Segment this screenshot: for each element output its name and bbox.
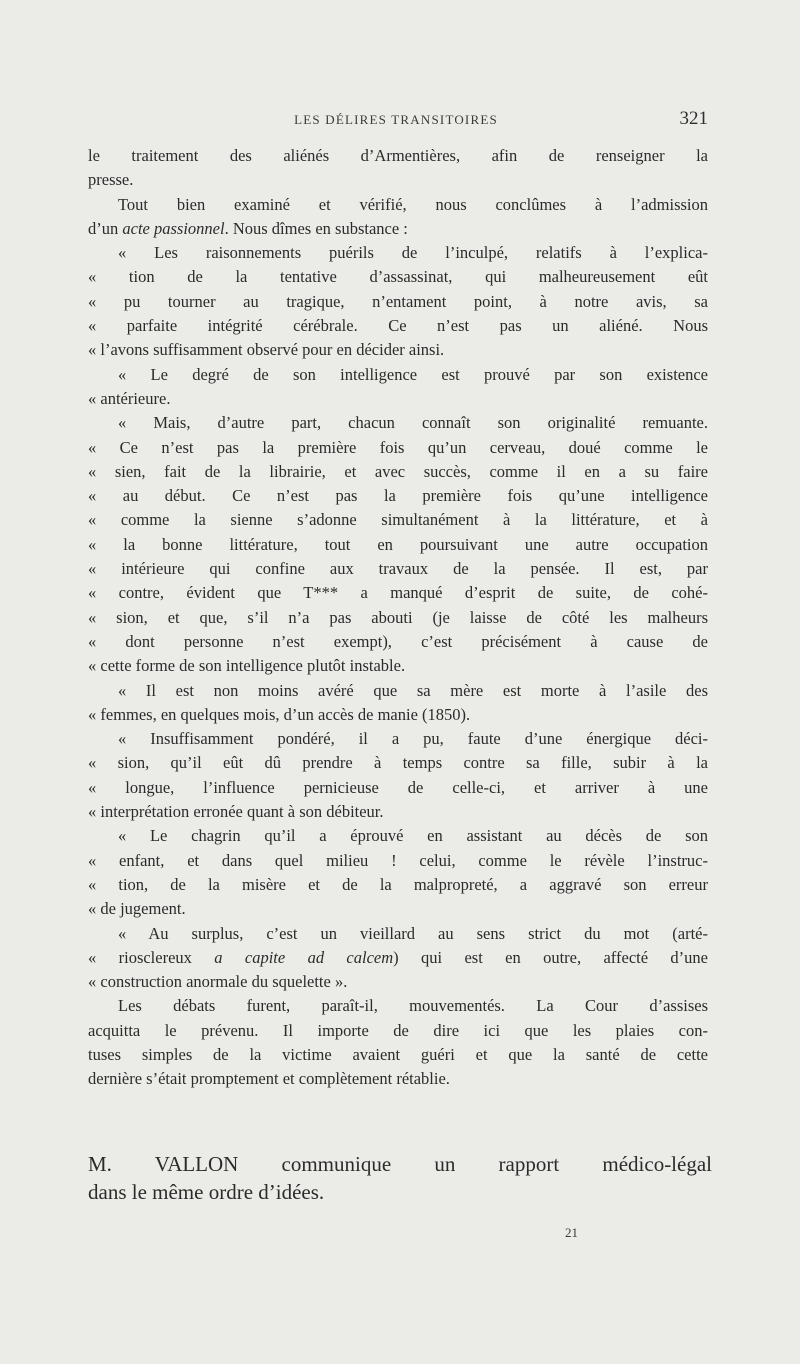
text-line: « Il est non moins avéré que sa mère est morte à l’asile des: [118, 680, 708, 700]
text-line: « Au surplus, c’est un vieillard au sens strict du mot (arté-: [118, 923, 708, 943]
text-run: « riosclereux: [88, 947, 215, 967]
text-line: « pu tourner au tragique, n’entament point, à notre avis, sa: [88, 291, 708, 311]
text-line: « sion, et que, s’il n’a pas abouti (je laisse de côté les malheurs: [88, 607, 708, 627]
text-line: « Le degré de son intelligence est prouvé par son existence: [118, 364, 708, 384]
text-line: « sion, qu’il eût dû prendre à temps contre sa fille, subir à la: [88, 753, 708, 773]
text-line: [88, 946, 708, 970]
text-line: « dont personne n’est exempt), c’est précisément à cause de: [88, 631, 708, 651]
text-line: acquitta le prévenu. Il importe de dire ici que les plaies con-: [88, 1020, 708, 1040]
text-line: « tion, de la misère et de la malpropreté, a aggravé son erreur: [88, 874, 708, 894]
text-line: « contre, évident que T*** a manqué d’esprit de suite, de cohé-: [88, 583, 708, 603]
running-header: [88, 108, 708, 132]
text-line: « Les raisonnements puérils de l’inculpé, relatifs à l’explica-: [118, 243, 708, 263]
page-number: 321: [679, 108, 708, 129]
text-line: « cette forme de son intelligence plutôt instable.: [88, 656, 406, 676]
signature-mark: 21: [565, 1225, 578, 1240]
text-line: tuses simples de la victime avaient guéri et que la santé de cette: [88, 1044, 708, 1064]
text-line: le traitement des aliénés d’Armentières, afin de renseigner la: [88, 146, 708, 165]
text-line: « Mais, d’autre part, chacun connaît son originalité remuante.: [118, 413, 708, 433]
text-line: « au début. Ce n’est pas la première fois qu’une intelligence: [88, 486, 708, 506]
text-line: « Ce n’est pas la première fois qu’un cerveau, doué comme le: [88, 437, 708, 457]
text-line: dernière s’était promptement et complètement rétablie.: [88, 1069, 450, 1089]
text-line: « comme la sienne s’adonne simultanément à la littérature, et à: [88, 510, 708, 530]
text-line: « Le chagrin qu’il a éprouvé en assistant au décès de son: [118, 826, 708, 846]
text-line: « enfant, et dans quel milieu ! celui, comme le révèle l’instruc-: [88, 850, 708, 870]
italic-phrase: acte passionnel: [122, 218, 225, 238]
text-run: . Nous dîmes en substance :: [224, 218, 408, 238]
text-line: « longue, l’influence pernicieuse de celle-ci, et arriver à une: [88, 777, 708, 797]
text-line: « intérieure qui confine aux travaux de la pensée. Il est, par: [88, 559, 708, 579]
text-line: « antérieure.: [88, 388, 171, 408]
text-line: « l’avons suffisamment observé pour en décider ainsi.: [88, 340, 445, 360]
text-line: Tout bien examiné et vérifié, nous conclûmes à l’admission: [118, 194, 708, 214]
text-line: « sien, fait de la librairie, et avec succès, comme il en a su faire: [88, 461, 708, 481]
closing-paragraph: [88, 1150, 712, 1206]
text-line: [88, 217, 708, 241]
text-line: « interprétation erronée quant à son débiteur.: [88, 802, 384, 822]
text-line: « tion de la tentative d’assassinat, qui malheureusement eût: [88, 267, 708, 287]
text-line: « parfaite intégrité cérébrale. Ce n’est pas un aliéné. Nous: [88, 316, 708, 336]
text-line: Les débats furent, paraît-il, mouvementés. La Cour d’assises: [118, 996, 708, 1016]
closing-line-2: dans le même ordre d’idées.: [88, 1180, 325, 1204]
text-line: « Insuffisamment pondéré, il a pu, faute d’une énergique déci-: [118, 729, 708, 749]
running-title: LES DÉLIRES TRANSITOIRES: [294, 112, 498, 127]
text-line: « la bonne littérature, tout en poursuivant une autre occupation: [88, 534, 708, 554]
text-line: « construction anormale du squelette ».: [88, 972, 348, 992]
closing-line-1: M. VALLON communique un rapport médico-légal: [88, 1152, 712, 1176]
body-text: [88, 144, 708, 1092]
text-line: « de jugement.: [88, 899, 186, 919]
text-line: presse.: [88, 170, 134, 190]
text-run: ) qui est en outre, affecté d’une: [393, 947, 708, 967]
text-run: d’un: [88, 218, 123, 238]
italic-phrase: a capite ad calcem: [214, 947, 394, 967]
text-line: « femmes, en quelques mois, d’un accès de manie (1850).: [88, 704, 471, 724]
